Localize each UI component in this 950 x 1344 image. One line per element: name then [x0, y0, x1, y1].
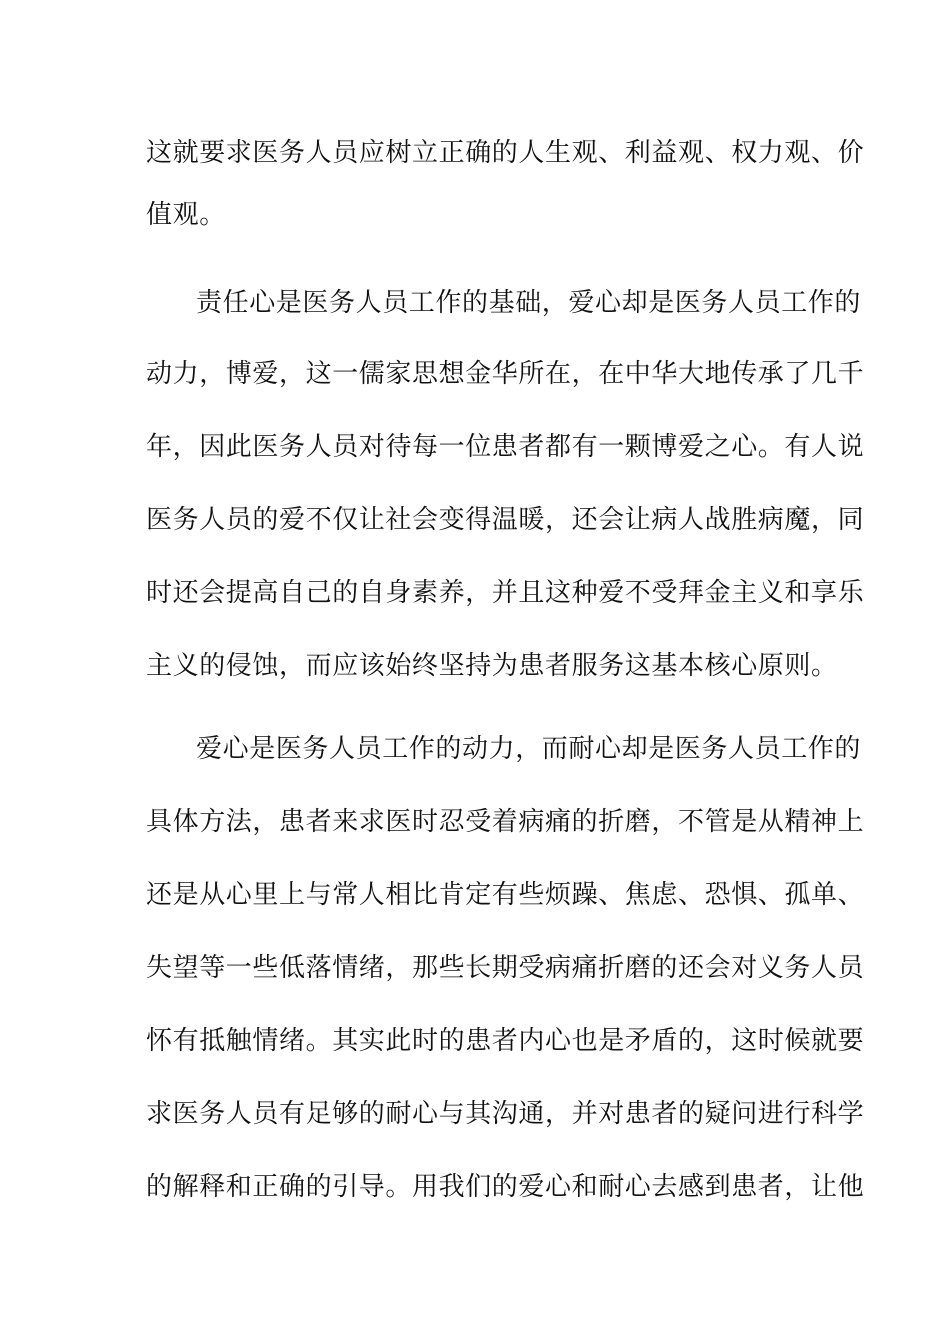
text-line: 失望等一些低落情绪，那些长期受病痛折磨的还会对义务人员: [146, 953, 865, 983]
text-line: 时还会提高自己的自身素养，并且这种爱不受拜金主义和享乐: [146, 578, 865, 608]
text-line: 主义的侵蚀，而应该始终坚持为患者服务这基本核心原则。: [146, 651, 838, 681]
paragraph-first-line: 责任心是医务人员工作的基础，爱心却是医务人员工作的: [196, 288, 862, 318]
text-line: 还是从心里上与常人相比肯定有些烦躁、焦虑、恐惧、孤单、: [146, 880, 865, 910]
text-line: 怀有抵触情绪。其实此时的患者内心也是矛盾的，这时候就要: [146, 1026, 865, 1056]
text-line: 医务人员的爱不仅让社会变得温暖，还会让病人战胜病魔，同: [146, 505, 865, 535]
text-line: 值观。: [146, 200, 226, 230]
text-line: 的解释和正确的引导。用我们的爱心和耐心去感到患者，让他: [146, 1172, 865, 1202]
text-line: 年，因此医务人员对待每一位患者都有一颗博爱之心。有人说: [146, 432, 865, 462]
text-line: 求医务人员有足够的耐心与其沟通，并对患者的疑问进行科学: [146, 1099, 865, 1129]
paragraph-first-line: 爱心是医务人员工作的动力，而耐心却是医务人员工作的: [196, 734, 862, 764]
text-line: 具体方法，患者来求医时忍受着病痛的折磨，不管是从精神上: [146, 807, 865, 837]
text-line: 动力，博爱，这一儒家思想金华所在，在中华大地传承了几千: [146, 359, 865, 389]
text-line: 这就要求医务人员应树立正确的人生观、利益观、权力观、价: [146, 138, 865, 168]
